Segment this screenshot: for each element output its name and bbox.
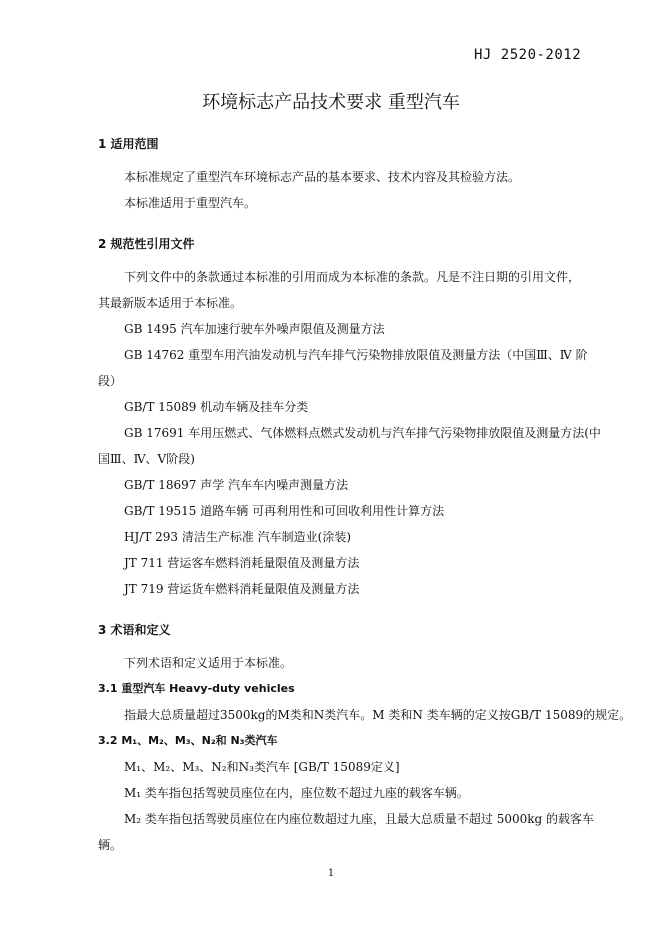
section-2-heading: 2 规范性引用文件 xyxy=(98,237,195,251)
reference-item: HJ/T 293 清洁生产标准 汽车制造业(涂装) xyxy=(124,530,352,544)
reference-item: GB/T 18697 声学 汽车车内噪声测量方法 xyxy=(124,478,349,492)
subsection-3-1-text: 指最大总质量超过3500kg的M类和N类汽车。M 类和N 类车辆的定义按GB/T 15089的规定。 xyxy=(124,708,632,722)
m2-category-text-line-2: 辆。 xyxy=(98,838,123,852)
reference-item: GB 17691 车用压燃式、气体燃料点燃式发动机与汽车排气污染物排放限值及测量方法(中 xyxy=(124,426,601,440)
reference-item: GB/T 19515 道路车辆 可再利用性和可回收利用性计算方法 xyxy=(124,504,445,518)
reference-item: GB/T 15089 机动车辆及挂车分类 xyxy=(124,400,309,414)
standard-number: HJ 2520-2012 xyxy=(474,47,582,63)
reference-item: GB 1495 汽车加速行驶车外噪声限值及测量方法 xyxy=(124,322,385,336)
subsection-3-1-heading: 3.1 重型汽车 Heavy-duty vehicles xyxy=(98,682,295,695)
reference-item: JT 719 营运货车燃料消耗量限值及测量方法 xyxy=(124,582,360,596)
section-3-heading: 3 术语和定义 xyxy=(98,623,171,637)
m1-category-text: M₁ 类车指包括驾驶员座位在内，座位数不超过九座的载客车辆。 xyxy=(124,786,469,800)
section-2-intro-line-2: 其最新版本适用于本标准。 xyxy=(98,296,243,310)
reference-item: JT 711 营运客车燃料消耗量限值及测量方法 xyxy=(124,556,360,570)
m2-category-text-line-1: M₂ 类车指包括驾驶员座位在内座位数超过九座，且最大总质量不超过 5000kg 的载客车 xyxy=(124,812,595,826)
reference-item-continuation: 段） xyxy=(98,374,123,388)
section-3-intro: 下列术语和定义适用于本标准。 xyxy=(124,656,293,670)
document-title: 环境标志产品技术要求 重型汽车 xyxy=(202,92,460,113)
reference-item: GB 14762 重型车用汽油发动机与汽车排气污染物排放限值及测量方法（中国Ⅲ、Ⅳ 阶 xyxy=(124,348,588,362)
subsection-3-2-definition: M₁、M₂、M₃、N₂和N₃类汽车 [GB/T 15089定义] xyxy=(124,760,400,774)
page-number: 1 xyxy=(327,868,335,879)
section-1-paragraph-1: 本标准规定了重型汽车环境标志产品的基本要求、技术内容及其检验方法。 xyxy=(124,170,521,184)
section-1-paragraph-2: 本标准适用于重型汽车。 xyxy=(124,196,257,210)
subsection-3-2-heading: 3.2 M₁、M₂、M₃、N₂和 N₃类汽车 xyxy=(98,734,278,747)
section-2-intro-line-1: 下列文件中的条款通过本标准的引用而成为本标准的条款。凡是不注日期的引用文件， xyxy=(124,270,581,284)
reference-item-continuation: 国Ⅲ、Ⅳ、Ⅴ阶段) xyxy=(98,452,195,466)
section-1-heading: 1 适用范围 xyxy=(98,137,159,151)
